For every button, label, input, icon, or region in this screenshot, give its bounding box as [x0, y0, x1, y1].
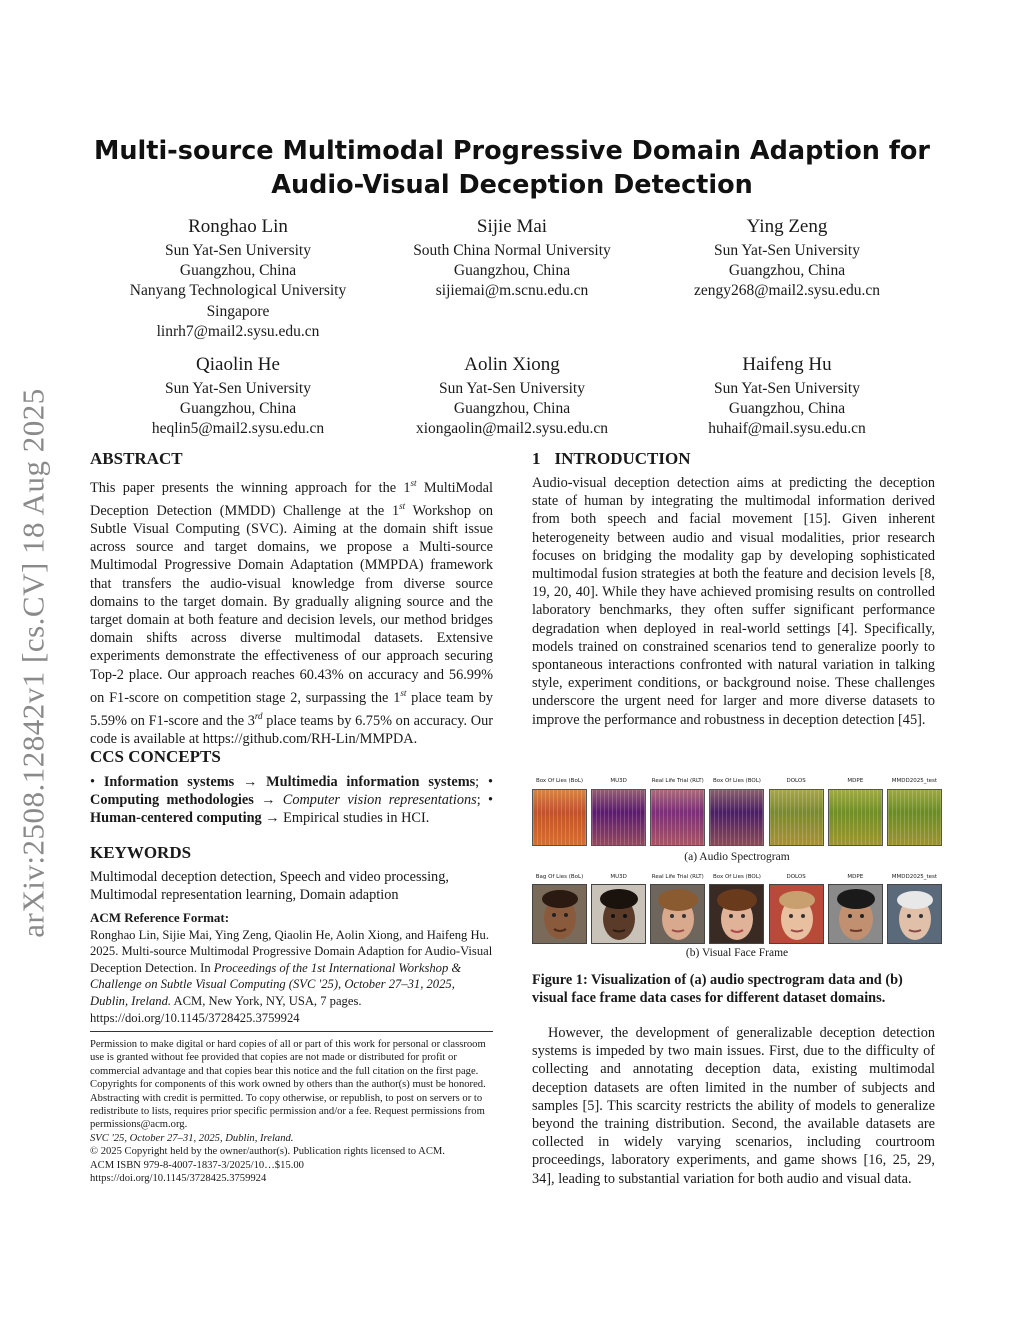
- title-line-1: Multi-source Multimodal Progressive Domain Adaption for: [93, 136, 931, 166]
- spectrogram-image: [828, 789, 883, 846]
- author-name: Ying Zeng: [746, 216, 828, 237]
- introduction-paragraph: Audio-visual deception detection aims at predicting the deception state of human by integrating the multimodal information derived from both speech and facial movement [15]. Given inherent heterogeneity between audio and visual modalities, prior research focuses on bridging the modality gap by developing sophisticated multimodal fusion strategies at both the feature and decision levels [8, 19, 20, 40]. While they have achieved promising results on controlled laboratory benchmarks, they often suffer significant performance degradation when deployed in real-world settings [4]. Specifically, models trained on constrained scenarios tend to generalize poorly to spontaneous interactions confronted with natural variation in talking style, experiment conditions, or background noise. These challenges underscore the urgent need for larger and more diverse datasets to improve the performance and robustness in deception detection [45].: [532, 475, 935, 728]
- face-label: MDPE: [847, 874, 864, 880]
- author-location: Guangzhou, China: [179, 400, 297, 418]
- spectrogram-label: Real Life Trial (RLT): [651, 778, 704, 784]
- face-label: Real Life Trial (RLT): [651, 874, 704, 880]
- introduction-paragraph-2-block: [532, 1024, 935, 1188]
- author-email: zengy268@mail2.sysu.edu.cn: [693, 282, 881, 300]
- arxiv-stamp: [4, 365, 64, 960]
- face-labels: [532, 874, 942, 881]
- face-label: MU3D: [610, 874, 627, 880]
- face-image: [828, 884, 883, 944]
- author-email: heqlin5@mail2.sysu.edu.cn: [151, 420, 325, 438]
- abstract-section: [90, 449, 493, 748]
- author-block: [382, 352, 642, 440]
- copyright-text: © 2025 Copyright held by the owner/author(s). Publication rights licensed to ACM.: [90, 1146, 445, 1158]
- author-name: Sijie Mai: [476, 216, 548, 237]
- figure-1: [532, 775, 942, 965]
- author-location: Singapore: [206, 302, 270, 320]
- author-affiliation: Sun Yat-Sen University: [714, 380, 860, 397]
- acm-reference: [90, 910, 493, 1026]
- paper-title: [90, 134, 934, 202]
- face-image: [887, 884, 942, 944]
- figure-caption: Figure 1: Visualization of (a) audio spectrogram data and (b) visual face frame data cases for different dataset domains.: [532, 972, 903, 1007]
- abstract-text: This paper presents the winning approach for the 1st MultiModal Deception Detection (MMDD) Challenge at the 1st Workshop on Subtle Visual Computing (SVC). Aiming at the domain shift issue across source and target domains, we propose a Multi-source Multimodal Progressive Domain Adaptation (MMPDA) framework that transfers the audio-visual knowledge from diverse source domains to the target domain. By gradually aligning source and the target domain at both feature and decision levels, our method bridges domain shifts across diverse multimodal datasets. Extensive experiments demonstrate the effectiveness of our approach securing Top-2 place. Our approach reaches 60.43% on accuracy and 56.99% on F1-score on competition stage 2, surpassing the 1st place team by 5.59% on F1-score and the 3rd place teams by 6.75% on accuracy. Our code is available at https://github.com/RH-Lin/MMPDA.: [90, 478, 494, 747]
- author-location: Guangzhou, China: [728, 262, 846, 280]
- permission-footnote: [90, 1038, 493, 1185]
- spectrogram-labels: [532, 778, 942, 785]
- author-affiliation: Sun Yat-Sen University: [165, 380, 311, 397]
- author-affiliation: Nanyang Technological University: [129, 282, 347, 300]
- acm-reference-text: Ronghao Lin, Sijie Mai, Ying Zeng, Qiaolin He, Aolin Xiong, and Haifeng Hu. 2025. Multi-source Multimodal Progressive Domain Adaption for Audio-Visual Deception Detection. In Proceedings of the 1st International Workshop & Challenge on Subtle Visual Computing (SVC '25), October 27–31, 2025, Dublin, Ireland. ACM, New York, NY, USA, 7 pages. https://doi.org/10.1145/3728425.3759924: [90, 927, 493, 1025]
- introduction-paragraph: However, the development of generalizable deception detection systems is impeded by two main issues. First, due to the difficulty of collecting and annotating deception data, existing multimodal deception datasets are often limited in the number of subjects and samples [5]. This scarcity restricts the ability of models to generalize beyond the training distribution. Second, the available datasets are collected in widely varying scenarios, including courtroom proceedings, laboratory experiments, and game shows [16, 25, 29, 34], leading to substantial variation for both audio and visual data.: [532, 1025, 935, 1187]
- author-name: Qiaolin He: [196, 354, 280, 375]
- face-label: Bag Of Lies (BoL): [535, 874, 584, 880]
- spectrogram-image: [650, 789, 705, 846]
- author-block: [108, 352, 368, 440]
- keywords-section: [90, 843, 493, 904]
- acm-reference-heading: ACM Reference Format:: [90, 910, 230, 925]
- spectrogram-label: Box Of Lies (BOL): [713, 778, 761, 784]
- title-line-2: Audio-Visual Deception Detection: [271, 170, 753, 200]
- spectrogram-label: MU3D: [610, 778, 627, 784]
- spectrogram-label: MMDD2025_test: [891, 778, 938, 784]
- spectrogram-label: DOLOS: [786, 778, 806, 784]
- face-image: [709, 884, 764, 944]
- author-name: Aolin Xiong: [464, 354, 560, 375]
- spectrogram-label: MDPE: [847, 778, 864, 784]
- face-label: DOLOS: [786, 874, 806, 880]
- author-block: [108, 214, 368, 342]
- face-image: [532, 884, 587, 944]
- author-block: [657, 214, 917, 302]
- spectrogram-image: [769, 789, 824, 846]
- face-image: [591, 884, 646, 944]
- isbn-text: ACM ISBN 979-8-4007-1837-3/2025/10…$15.00: [90, 1159, 304, 1171]
- arxiv-id: arXiv:2508.12842v1 [cs.CV] 18 Aug 2025: [16, 387, 51, 938]
- author-affiliation: Sun Yat-Sen University: [165, 242, 311, 259]
- spectrogram-image: [591, 789, 646, 846]
- author-email: huhaif@mail.sysu.edu.cn: [708, 420, 866, 438]
- ccs-text: • Information systems → Multimedia information systems; • Computing methodologies → Computer vision representations; • Human-centered computing → Empirical studies in HCI.: [90, 774, 493, 827]
- author-location: Guangzhou, China: [453, 262, 571, 280]
- spectrogram-image: [887, 789, 942, 846]
- permission-text: Permission to make digital or hard copies of all or part of this work for personal or classroom use is granted without fee provided that copies are not made or distributed for profit or commercial advantage and that copies bear this notice and the full citation on the first page. Copyrights for components of this work owned by others than the author(s) must be honored. Abstracting with credit is permitted. To copy otherwise, or republish, to post on servers or to redistribute to lists, requires prior specific permission and/or a fee. Request permissions from permissions@acm.org.: [90, 1039, 486, 1131]
- face-row: [532, 884, 942, 944]
- author-affiliation: South China Normal University: [413, 242, 611, 259]
- spectrogram-image: [709, 789, 764, 846]
- author-location: Guangzhou, China: [728, 400, 846, 418]
- keywords-text: Multimodal deception detection, Speech and video processing, Multimodal representation learning, Domain adaption: [90, 869, 449, 904]
- face-label: Box Of Lies (BOL): [713, 874, 761, 880]
- keywords-heading: KEYWORDS: [90, 843, 192, 862]
- ccs-heading: CCS CONCEPTS: [90, 747, 221, 766]
- author-location: Guangzhou, China: [453, 400, 571, 418]
- subcaption-b: (b) Visual Face Frame: [685, 947, 789, 959]
- author-name: Haifeng Hu: [742, 354, 832, 375]
- venue-text: SVC '25, October 27–31, 2025, Dublin, Ireland.: [90, 1132, 294, 1144]
- author-affiliation: Sun Yat-Sen University: [439, 380, 585, 397]
- abstract-heading: ABSTRACT: [90, 449, 183, 468]
- ccs-section: [90, 747, 493, 828]
- spectrogram-label: Box Of Lies (BoL): [535, 778, 584, 784]
- author-block: [657, 352, 917, 440]
- introduction-heading: 1 INTRODUCTION: [532, 449, 691, 468]
- spectrogram-row: [532, 789, 942, 846]
- author-email: xiongaolin@mail2.sysu.edu.cn: [415, 420, 609, 438]
- subcaption-a: (a) Audio Spectrogram: [684, 851, 790, 863]
- author-block: [382, 214, 642, 302]
- face-image: [650, 884, 705, 944]
- author-name: Ronghao Lin: [188, 216, 288, 237]
- doi-text: https://doi.org/10.1145/3728425.3759924: [90, 1173, 267, 1185]
- footnote-rule: [90, 1031, 493, 1032]
- author-email: sijiemai@m.scnu.edu.cn: [435, 282, 589, 300]
- author-email: linrh7@mail2.sysu.edu.cn: [156, 322, 320, 340]
- introduction-section: [532, 449, 935, 729]
- author-location: Guangzhou, China: [179, 262, 297, 280]
- face-label: MMDD2025_test: [891, 874, 938, 880]
- face-image: [769, 884, 824, 944]
- spectrogram-image: [532, 789, 587, 846]
- author-affiliation: Sun Yat-Sen University: [714, 242, 860, 259]
